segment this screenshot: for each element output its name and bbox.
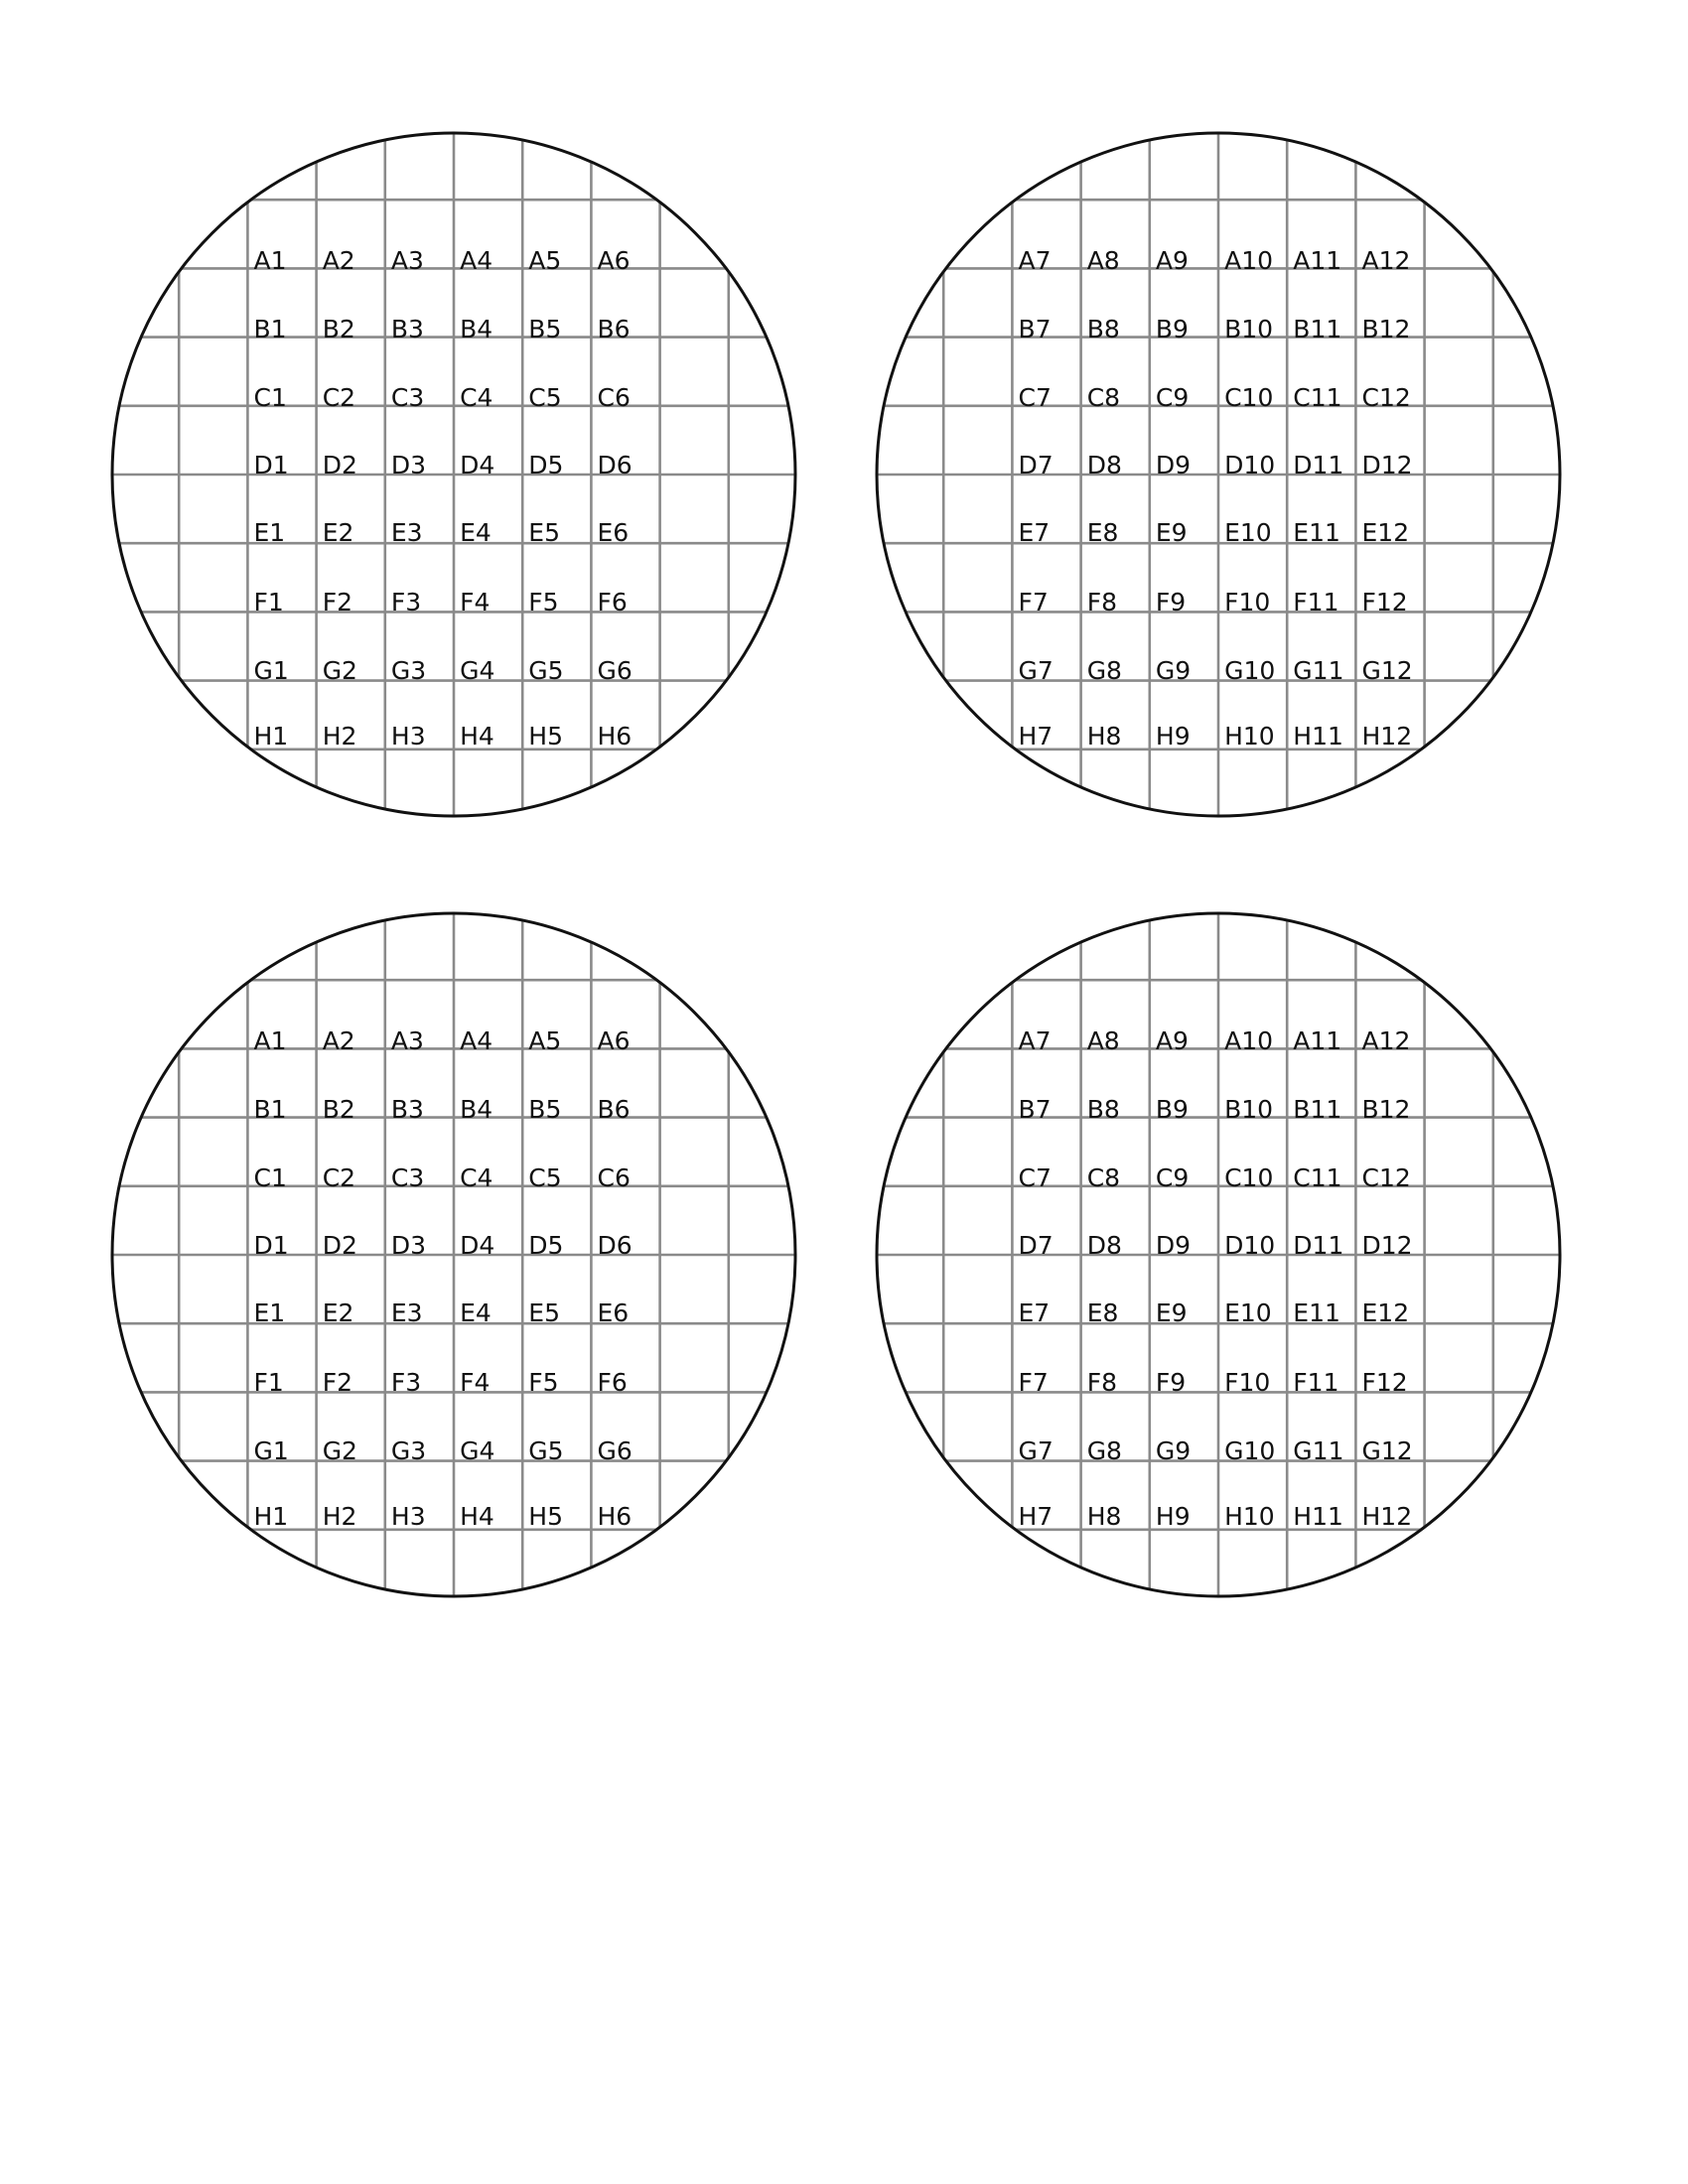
well-label: E9	[1155, 1298, 1188, 1327]
well-label: D2	[322, 451, 357, 479]
well-label: H9	[1155, 1502, 1191, 1531]
well-label: G4	[460, 656, 495, 685]
well-label: F2	[322, 1368, 352, 1397]
well-label: D8	[1086, 1231, 1122, 1260]
plate-bottom-left	[108, 909, 799, 1600]
well-label: A9	[1155, 1026, 1189, 1055]
well-label: D1	[253, 1231, 289, 1260]
well-label: E7	[1018, 518, 1051, 547]
well-label: G9	[1155, 1436, 1192, 1465]
well-label: A1	[253, 1026, 287, 1055]
well-label: F8	[1086, 1368, 1117, 1397]
well-label: A2	[322, 1026, 355, 1055]
well-label: D5	[528, 451, 564, 479]
well-label: C3	[390, 383, 425, 412]
well-label: H5	[528, 1502, 564, 1531]
well-label: A2	[322, 246, 355, 275]
well-label: F1	[253, 1368, 284, 1397]
well-label: E4	[460, 1298, 492, 1327]
well-label: H1	[253, 1502, 289, 1531]
well-label: C8	[1086, 1163, 1121, 1192]
well-label: E7	[1018, 1298, 1051, 1327]
well-label: A9	[1155, 246, 1189, 275]
well-label: G2	[322, 1436, 357, 1465]
well-label: B11	[1293, 1095, 1342, 1124]
well-label: D4	[460, 451, 495, 479]
well-label: F10	[1224, 588, 1271, 616]
well-label: E3	[390, 1298, 423, 1327]
well-label: C9	[1155, 383, 1190, 412]
well-label: B2	[322, 315, 355, 343]
well-label: B1	[253, 1095, 287, 1124]
well-label: F6	[597, 1368, 628, 1397]
well-label: E5	[528, 1298, 561, 1327]
well-label: G8	[1086, 656, 1122, 685]
well-label: F7	[1018, 1368, 1049, 1397]
plate-bottom-right	[873, 909, 1564, 1600]
well-label: A5	[528, 246, 562, 275]
well-label: H10	[1224, 722, 1275, 751]
well-label: H4	[460, 722, 494, 751]
well-label: D8	[1086, 451, 1122, 479]
well-label: E9	[1155, 518, 1188, 547]
well-label: E1	[253, 518, 286, 547]
well-label: E10	[1224, 1298, 1272, 1327]
well-label: G12	[1361, 656, 1413, 685]
well-label: G10	[1224, 1436, 1276, 1465]
well-label: C2	[322, 1163, 356, 1192]
well-label: F5	[528, 588, 559, 616]
well-label: H7	[1018, 1502, 1054, 1531]
well-label: B12	[1361, 1095, 1411, 1124]
well-label: C12	[1361, 1163, 1411, 1192]
well-label: H6	[597, 722, 633, 751]
well-label: H3	[390, 722, 426, 751]
well-label: H11	[1293, 1502, 1343, 1531]
well-label: C11	[1293, 1163, 1342, 1192]
well-label: A3	[390, 246, 424, 275]
well-label: B4	[460, 315, 493, 343]
well-label: B8	[1086, 315, 1120, 343]
well-label: H7	[1018, 722, 1054, 751]
well-label: G3	[390, 1436, 427, 1465]
well-label: C3	[390, 1163, 425, 1192]
well-label: B9	[1155, 1095, 1189, 1124]
well-label: B2	[322, 1095, 355, 1124]
well-label: H12	[1361, 722, 1413, 751]
well-label: E12	[1361, 1298, 1410, 1327]
well-label: E3	[390, 518, 423, 547]
well-label: F6	[597, 588, 628, 616]
well-label: G2	[322, 656, 357, 685]
well-label: G5	[528, 656, 564, 685]
well-label: E11	[1293, 518, 1340, 547]
well-label: H12	[1361, 1502, 1413, 1531]
well-label: A5	[528, 1026, 562, 1055]
well-label: B6	[597, 315, 631, 343]
well-label: A7	[1018, 246, 1052, 275]
well-label: B3	[390, 315, 424, 343]
well-label: F11	[1293, 1368, 1339, 1397]
well-label: F1	[253, 588, 284, 616]
well-label: F8	[1086, 588, 1117, 616]
well-label: C11	[1293, 383, 1342, 412]
well-label: E4	[460, 518, 492, 547]
well-label: H8	[1086, 1502, 1122, 1531]
well-label: E6	[597, 518, 630, 547]
well-label: D1	[253, 451, 289, 479]
well-label: D11	[1293, 451, 1344, 479]
well-label: G6	[597, 656, 633, 685]
well-label: F4	[460, 1368, 491, 1397]
well-label: H8	[1086, 722, 1122, 751]
well-label: H10	[1224, 1502, 1275, 1531]
well-label: D9	[1155, 1231, 1192, 1260]
well-label: E8	[1086, 518, 1119, 547]
well-label: A6	[597, 1026, 631, 1055]
well-label: D6	[597, 1231, 633, 1260]
well-label: A7	[1018, 1026, 1052, 1055]
well-label: C4	[460, 1163, 493, 1192]
well-label: E10	[1224, 518, 1272, 547]
well-label: G10	[1224, 656, 1276, 685]
well-label: B6	[597, 1095, 631, 1124]
well-label: A8	[1086, 1026, 1120, 1055]
well-label: A12	[1361, 1026, 1411, 1055]
well-label: B3	[390, 1095, 424, 1124]
well-label: B5	[528, 1095, 562, 1124]
well-label: C1	[253, 383, 287, 412]
well-label: D7	[1018, 1231, 1054, 1260]
well-label: H1	[253, 722, 289, 751]
well-label: H4	[460, 1502, 494, 1531]
well-label: F11	[1293, 588, 1339, 616]
well-label: C1	[253, 1163, 287, 1192]
well-label: B5	[528, 315, 562, 343]
well-label: F9	[1155, 1368, 1187, 1397]
well-label: D4	[460, 1231, 495, 1260]
well-label: D7	[1018, 451, 1054, 479]
well-label: F5	[528, 1368, 559, 1397]
well-label: C12	[1361, 383, 1411, 412]
well-label: G4	[460, 1436, 495, 1465]
well-label: D3	[390, 1231, 427, 1260]
well-label: C10	[1224, 383, 1274, 412]
well-label: H2	[322, 1502, 357, 1531]
well-label: G11	[1293, 656, 1344, 685]
well-label: C8	[1086, 383, 1121, 412]
well-label: E12	[1361, 518, 1410, 547]
well-label: C10	[1224, 1163, 1274, 1192]
well-label: G3	[390, 656, 427, 685]
well-label: F10	[1224, 1368, 1271, 1397]
well-label: F3	[390, 588, 422, 616]
well-label: B9	[1155, 315, 1189, 343]
well-label: A1	[253, 246, 287, 275]
well-label: E1	[253, 1298, 286, 1327]
well-label: C9	[1155, 1163, 1190, 1192]
well-label: B11	[1293, 315, 1342, 343]
well-label: G5	[528, 1436, 564, 1465]
well-label: F4	[460, 588, 491, 616]
well-label: F3	[390, 1368, 422, 1397]
well-label: C5	[528, 383, 562, 412]
well-label: A10	[1224, 1026, 1274, 1055]
well-label: C6	[597, 1163, 631, 1192]
well-label: D12	[1361, 451, 1413, 479]
well-label: H11	[1293, 722, 1343, 751]
well-label: A6	[597, 246, 631, 275]
well-label: B7	[1018, 1095, 1052, 1124]
well-label: D9	[1155, 451, 1192, 479]
well-label: G12	[1361, 1436, 1413, 1465]
well-label: C2	[322, 383, 356, 412]
well-label: H5	[528, 722, 564, 751]
well-label: F7	[1018, 588, 1049, 616]
well-label: G8	[1086, 1436, 1122, 1465]
well-label: F12	[1361, 1368, 1408, 1397]
well-label: B1	[253, 315, 287, 343]
well-label: H6	[597, 1502, 633, 1531]
well-label: B10	[1224, 1095, 1274, 1124]
well-label: C7	[1018, 383, 1052, 412]
well-label: F9	[1155, 588, 1187, 616]
plate-top-left	[108, 129, 799, 820]
well-label: A8	[1086, 246, 1120, 275]
well-label: B8	[1086, 1095, 1120, 1124]
well-label: F2	[322, 588, 352, 616]
well-label: D2	[322, 1231, 357, 1260]
well-label: D10	[1224, 1231, 1276, 1260]
well-label: G6	[597, 1436, 633, 1465]
well-label: C4	[460, 383, 493, 412]
well-label: C7	[1018, 1163, 1052, 1192]
well-label: G9	[1155, 656, 1192, 685]
well-label: A4	[460, 246, 493, 275]
plate-top-right	[873, 129, 1564, 820]
well-label: G7	[1018, 1436, 1054, 1465]
well-label: H2	[322, 722, 357, 751]
well-label: G11	[1293, 1436, 1344, 1465]
well-label: E8	[1086, 1298, 1119, 1327]
well-label: G7	[1018, 656, 1054, 685]
well-label: D3	[390, 451, 427, 479]
well-label: F12	[1361, 588, 1408, 616]
well-label: D12	[1361, 1231, 1413, 1260]
well-label: E11	[1293, 1298, 1340, 1327]
well-label: D11	[1293, 1231, 1344, 1260]
well-label: D6	[597, 451, 633, 479]
well-label: A11	[1293, 246, 1342, 275]
well-label: A3	[390, 1026, 424, 1055]
well-label: A10	[1224, 246, 1274, 275]
well-label: D10	[1224, 451, 1276, 479]
well-label: E6	[597, 1298, 630, 1327]
well-label: H3	[390, 1502, 426, 1531]
well-label: E2	[322, 1298, 354, 1327]
well-label: G1	[253, 656, 289, 685]
well-label: E2	[322, 518, 354, 547]
well-label: A11	[1293, 1026, 1342, 1055]
well-label: B4	[460, 1095, 493, 1124]
well-label: D5	[528, 1231, 564, 1260]
well-label: B10	[1224, 315, 1274, 343]
well-label: B12	[1361, 315, 1411, 343]
well-label: H9	[1155, 722, 1191, 751]
well-label: E5	[528, 518, 561, 547]
well-label: G1	[253, 1436, 289, 1465]
well-label: B7	[1018, 315, 1052, 343]
well-label: A4	[460, 1026, 493, 1055]
well-label: A12	[1361, 246, 1411, 275]
well-label: C6	[597, 383, 631, 412]
well-label: C5	[528, 1163, 562, 1192]
